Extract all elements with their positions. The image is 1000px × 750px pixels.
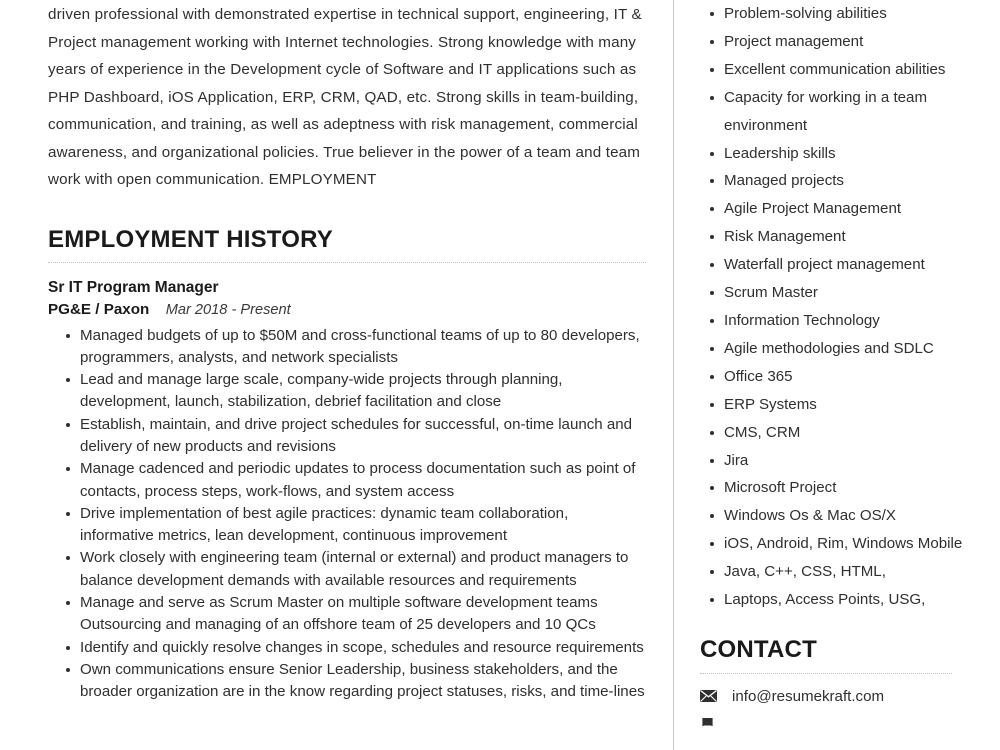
contact-heading-divider — [700, 673, 952, 674]
skill-item: Risk Management — [700, 223, 990, 251]
job-bullet: Manage and serve as Scrum Master on multiple software development teams Outsourcing and managing of an offshore team of 25 developers and 10 QCs — [48, 592, 646, 637]
skill-item: Scrum Master — [700, 279, 990, 307]
job-bullet: Managed budgets of up to $50M and cross-functional teams of up to 80 developers, programmers, analysts, and network specialists — [48, 325, 646, 370]
skill-item: CMS, CRM — [700, 419, 990, 447]
employment-history-section — [48, 226, 646, 704]
job-meta-row — [48, 299, 646, 321]
contact-heading: CONTACT — [700, 635, 817, 663]
skill-item: Excellent communication abilities — [700, 56, 990, 84]
skill-item: Java, C++, CSS, HTML, — [700, 558, 990, 586]
skill-item: Project management — [700, 28, 990, 56]
phone-icon — [700, 718, 720, 726]
contact-section — [700, 636, 990, 726]
job-bullet: Manage cadenced and periodic updates to process documentation such as point of contacts, process steps, work-flows, and system access — [48, 458, 646, 503]
job-bullet: Identify and quickly resolve changes in scope, schedules and resource requirements — [48, 637, 646, 659]
job-bullet: Establish, maintain, and drive project schedules for successful, on-time launch and delivery of new products and revisions — [48, 414, 646, 459]
skill-item: ERP Systems — [700, 391, 990, 419]
envelope-icon — [700, 690, 720, 702]
skill-item: Office 365 — [700, 363, 990, 391]
contact-row-email[interactable] — [700, 686, 990, 707]
employment-heading-divider — [48, 262, 646, 263]
skills-list — [700, 0, 990, 614]
professional-summary-paragraph: driven professional with demonstrated expertise in technical support, engineering, IT & Project management working with Internet technologies. Strong knowledge with many years of experience in the Development cycle of Software and IT applications such as PHP Dashboard, iOS Application, ERP, CRM, QAD, etc. Strong skills in team-building, communication, and training, as well as adeptness with risk management, commercial awareness, and organizational policies. True believer in the power of a team and team work with open communication. EMPLOYMENT — [48, 6, 642, 188]
job-bullet: Work closely with engineering team (internal or external) and product managers to balance development demands with available resources and requirements — [48, 547, 646, 592]
skill-item: Agile Project Management — [700, 195, 990, 223]
skill-item: Laptops, Access Points, USG, — [700, 586, 990, 614]
employment-history-heading: EMPLOYMENT HISTORY — [48, 225, 333, 253]
skill-item: Capacity for working in a team environment — [700, 84, 990, 140]
column-divider — [673, 0, 674, 750]
job-entry — [48, 277, 646, 704]
job-title: Sr IT Program Manager — [48, 278, 219, 296]
skill-item: Windows Os & Mac OS/X — [700, 502, 990, 530]
skill-item: Microsoft Project — [700, 474, 990, 502]
skill-item: iOS, Android, Rim, Windows Mobile — [700, 530, 990, 558]
left-column — [48, 0, 646, 750]
job-bullet: Lead and manage large scale, company-wide projects through planning, development, launch, stabilization, debrief facilitation and close — [48, 369, 646, 414]
job-company: PG&E / Paxon — [48, 300, 150, 318]
skill-item: Information Technology — [700, 307, 990, 335]
job-dates: Mar 2018 - Present — [165, 301, 291, 318]
right-column — [700, 0, 990, 750]
skill-item: Waterfall project management — [700, 251, 990, 279]
job-bullet: Own communications ensure Senior Leadership, business stakeholders, and the broader organization are in the know regarding project statuses, risks, and time-lines — [48, 659, 646, 704]
skill-item: Leadership skills — [700, 140, 990, 168]
job-bullet: Drive implementation of best agile practices: dynamic team collaboration, informative metrics, lean development, continuous improvement — [48, 503, 646, 548]
skill-item: Agile methodologies and SDLC — [700, 335, 990, 363]
job-bullet-list — [48, 325, 646, 704]
skill-item: Problem-solving abilities — [700, 0, 990, 28]
skill-item: Managed projects — [700, 167, 990, 195]
contact-row-clipped[interactable] — [700, 718, 990, 726]
skill-item: Jira — [700, 447, 990, 475]
contact-email-value: info@resumekraft.com — [732, 687, 885, 705]
